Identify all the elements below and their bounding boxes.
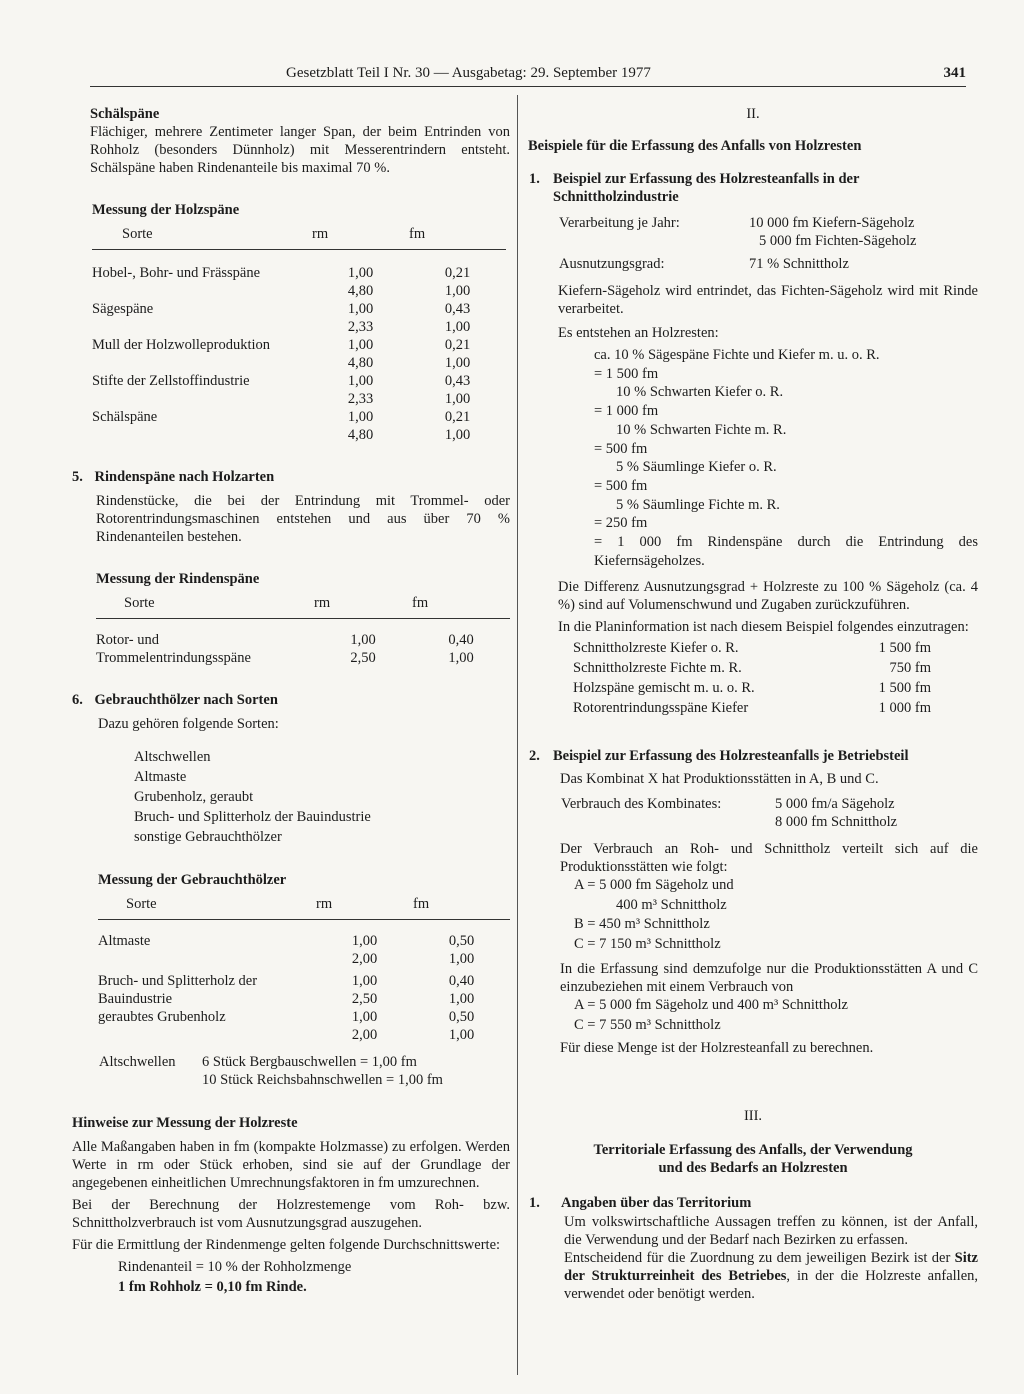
calc-line: = 500 fm bbox=[594, 477, 648, 494]
cell-sorte: Bruch- und Splitterholz der Bauindustrie bbox=[98, 973, 258, 1007]
cell-rm: 1,00 2,00 bbox=[351, 933, 378, 967]
col-header-rm: rm bbox=[312, 225, 409, 250]
dist-line: A = 5 000 fm Sägeholz und bbox=[574, 877, 734, 894]
table-row bbox=[572, 658, 932, 678]
calc-line: 10 % Schwarten Kiefer o. R. bbox=[616, 384, 784, 401]
holzspaene-table bbox=[92, 225, 506, 444]
table-row bbox=[98, 1008, 510, 1044]
table-header-row bbox=[98, 895, 510, 920]
example1-heading bbox=[528, 169, 978, 207]
col-header-fm: fm bbox=[413, 895, 510, 920]
rindenspaene-heading bbox=[72, 468, 510, 486]
section-number: 5. bbox=[72, 469, 83, 485]
col-header-sorte: Sorte bbox=[92, 225, 312, 250]
cell-fm: 0,50 1,00 bbox=[448, 933, 475, 967]
list-item: Bruch- und Splitterholz der Bauindustrie bbox=[134, 809, 371, 825]
ausnutzung-label: Ausnutzungsgrad: bbox=[559, 256, 665, 272]
verbrauch-value: 5 000 fm/a Sägeholz bbox=[775, 796, 895, 813]
section3-subtitle: Angaben über das Territorium bbox=[561, 1195, 752, 1212]
result-block bbox=[560, 996, 978, 1035]
section-number: 1. bbox=[529, 171, 540, 187]
distribution-block bbox=[560, 876, 978, 954]
calc-line: = 1 500 fm bbox=[594, 365, 659, 382]
rindenspaene-measure-title: Messung der Rindenspäne bbox=[96, 571, 260, 587]
cell-fm: 0,40 1,00 bbox=[448, 632, 474, 666]
calc-line: ca. 10 % Sägespäne Fichte und Kiefer m. u. o. R. bbox=[594, 347, 880, 363]
cell-fm: 0,21 1,00 bbox=[444, 265, 471, 299]
section-number: 2. bbox=[529, 748, 540, 765]
entry-value: 750 fm bbox=[889, 660, 931, 677]
holzspaene-title: Messung der Holzspäne bbox=[92, 202, 240, 218]
altschwellen-line: 10 Stück Reichsbahnschwellen = 1,00 fm bbox=[202, 1072, 443, 1088]
section3-title: und des Bedarfs an Holzresten bbox=[658, 1160, 848, 1177]
example2-title: Beispiel zur Erfassung des Holzresteanfalls je Betriebsteil bbox=[553, 748, 909, 765]
col-header-rm: rm bbox=[314, 594, 412, 619]
cell-sorte: Rotor- und Trommelentrindungsspäne bbox=[96, 632, 251, 666]
section3-paragraph bbox=[564, 1249, 978, 1303]
list-item: Grubenholz, geraubt bbox=[134, 789, 254, 805]
calc-line: 5 % Säumlinge Kiefer o. R. bbox=[616, 459, 777, 476]
text-run-bold: Sitz der Strukturreinheit des Betriebes bbox=[564, 1250, 978, 1285]
cell-fm: 0,43 1,00 bbox=[444, 373, 471, 407]
entry-value: 1 500 fm bbox=[878, 640, 931, 657]
ausnutzung-value: 71 % Schnittholz bbox=[749, 256, 849, 272]
hinweise-title: Hinweise zur Messung der Holzreste bbox=[72, 1115, 298, 1131]
rindenspaene-table bbox=[96, 594, 510, 667]
altschwellen-label: Altschwellen bbox=[99, 1054, 176, 1070]
example1-paragraph: In die Planinformation ist nach diesem Beispiel folgendes einzutragen: bbox=[558, 619, 969, 636]
cell-sorte: Stifte der Zellstoffindustrie bbox=[92, 373, 250, 389]
table-row bbox=[92, 408, 506, 444]
section3-subheading bbox=[528, 1193, 752, 1213]
example2-heading bbox=[528, 746, 909, 766]
cell-fm: 0,21 1,00 bbox=[444, 337, 471, 371]
cell-fm: 0,40 1,00 bbox=[448, 973, 475, 1007]
cell-sorte: geraubtes Grubenholz bbox=[98, 1009, 226, 1025]
table-row bbox=[98, 972, 510, 1008]
example2-paragraph: Das Kombinat X hat Produktionsstätten in A, B und C. bbox=[560, 771, 879, 788]
gebrauchtholz-heading bbox=[72, 691, 510, 709]
table-row bbox=[96, 631, 510, 667]
table-row bbox=[572, 638, 932, 658]
text-run: Entscheidend für die Zuordnung zu dem jeweiligen Bezirk ist der bbox=[564, 1250, 955, 1267]
example1-paragraph: Die Differenz Ausnutzungsgrad + Holzreste zu 100 % Sägeholz (ca. 4 %) sind auf Volumenschwund und Zugaben zurückzuführen. bbox=[558, 579, 978, 614]
cell-rm: 1,00 4,80 bbox=[347, 409, 374, 443]
calc-line: 5 % Säumlinge Fichte m. R. bbox=[616, 496, 780, 513]
planinformation-table bbox=[572, 638, 932, 718]
section3-title: Territoriale Erfassung des Anfalls, der Verwendung bbox=[593, 1142, 913, 1159]
table-row bbox=[92, 336, 506, 372]
table-row bbox=[572, 678, 932, 698]
verbrauch-label: Verbrauch des Kombinates: bbox=[561, 796, 722, 813]
cell-sorte: Schälspäne bbox=[92, 409, 158, 425]
section-roman-2: II. bbox=[746, 106, 760, 122]
rindenspaene-text: Rindenstücke, die bei der Entrindung mit Trommel- oder Rotorentrindungsmaschinen entstehen und aus über 70 % Rindenanteilen bestehen. bbox=[96, 493, 510, 545]
page-number: 341 bbox=[943, 65, 966, 81]
hinweise-formula: Rindenanteil = 10 % der Rohholzmenge bbox=[118, 1259, 352, 1275]
cell-sorte: Hobel-, Bohr- und Frässpäne bbox=[92, 265, 261, 281]
cell-fm: 0,43 1,00 bbox=[444, 301, 471, 335]
altschwellen-line: 6 Stück Bergbauschwellen = 1,00 fm bbox=[202, 1054, 417, 1070]
col-header-rm: rm bbox=[316, 895, 413, 920]
gebrauchtholz-list bbox=[72, 747, 510, 847]
altschwellen-block bbox=[98, 1052, 444, 1090]
example1-title: Beispiel zur Erfassung des Holzresteanfalls in der Schnittholzindustrie bbox=[553, 171, 860, 205]
cell-sorte: Sägespäne bbox=[92, 301, 154, 317]
column-divider bbox=[517, 95, 518, 1375]
left-column bbox=[72, 105, 510, 1296]
cell-rm: 1,00 2,50 bbox=[350, 632, 376, 666]
res-line: A = 5 000 fm Sägeholz und 400 m³ Schnittholz bbox=[574, 997, 848, 1014]
entry-label: Rotorentrindungsspäne Kiefer bbox=[573, 700, 749, 717]
gebrauchtholz-intro: Dazu gehören folgende Sorten: bbox=[98, 716, 279, 732]
cell-rm: 1,00 4,80 bbox=[347, 337, 374, 371]
right-column bbox=[528, 105, 978, 1303]
gebrauchtholz-measure-title: Messung der Gebrauchthölzer bbox=[98, 872, 287, 888]
hinweise-formula-bold: 1 fm Rohholz = 0,10 fm Rinde. bbox=[118, 1279, 307, 1295]
text-run: , in der die Holzreste anfallen, verwendet oder benötigt werden. bbox=[564, 1268, 979, 1303]
table-row bbox=[98, 932, 510, 968]
section-number: 6. bbox=[72, 692, 83, 708]
verbrauch-block bbox=[560, 794, 898, 832]
header-title: Gesetzblatt Teil I Nr. 30 — Ausgabetag: 29. September 1977 bbox=[286, 65, 651, 81]
cell-fm: 0,50 1,00 bbox=[448, 1009, 475, 1043]
dist-line: B = 450 m³ Schnittholz bbox=[574, 916, 710, 933]
table-row bbox=[572, 698, 932, 718]
col-header-sorte: Sorte bbox=[98, 895, 316, 920]
calc-line: = 250 fm bbox=[594, 515, 648, 532]
entry-label: Schnittholzreste Kiefer o. R. bbox=[573, 640, 739, 657]
schaelspaene-text: Flächiger, mehrere Zentimeter langer Span, der beim Entrinden von Rohholz (besonders Dünnholz) mit Messerentrindern entsteht. Schälspäne haben Rindenanteile bis maximal 70 %. bbox=[90, 124, 510, 176]
table-header-row bbox=[92, 225, 506, 250]
rindenspaene-title: Rindenspäne nach Holzarten bbox=[94, 469, 275, 485]
cell-rm: 1,00 2,33 bbox=[347, 301, 374, 335]
example1-data bbox=[558, 213, 917, 274]
example1-paragraph: Es entstehen an Holzresten: bbox=[558, 325, 719, 341]
calc-block bbox=[558, 346, 978, 570]
entry-label: Schnittholzreste Fichte m. R. bbox=[573, 660, 742, 677]
entry-label: Holzspäne gemischt m. u. o. R. bbox=[573, 680, 755, 697]
calc-line: 10 % Schwarten Fichte m. R. bbox=[616, 421, 787, 438]
list-item: Altmaste bbox=[134, 769, 187, 785]
gebrauchtholz-title: Gebrauchthölzer nach Sorten bbox=[94, 692, 278, 708]
col-header-fm: fm bbox=[409, 225, 506, 250]
list-item: Altschwellen bbox=[134, 749, 211, 765]
cell-fm: 0,21 1,00 bbox=[444, 409, 471, 443]
example2-paragraph: Der Verbrauch an Roh- und Schnittholz verteilt sich auf die Produktionsstätten wie folgt: bbox=[560, 841, 978, 876]
entry-value: 1 000 fm bbox=[878, 700, 931, 717]
verarbeitung-value: 5 000 fm Fichten-Sägeholz bbox=[759, 233, 917, 249]
hinweise-paragraph: Bei der Berechnung der Holzrestemenge vom Roh- bzw. Schnittholzverbrauch ist vom Ausnutzungsgrad auszugehen. bbox=[72, 1197, 510, 1231]
cell-rm: 1,00 2,33 bbox=[347, 373, 374, 407]
verarbeitung-value: 10 000 fm Kiefern-Sägeholz bbox=[749, 215, 915, 231]
cell-sorte: Altmaste bbox=[98, 933, 151, 949]
example2-paragraph: Für diese Menge ist der Holzresteanfall zu berechnen. bbox=[560, 1040, 874, 1057]
schaelspaene-title: Schälspäne bbox=[90, 106, 160, 122]
entry-value: 1 500 fm bbox=[878, 680, 931, 697]
calc-line: = 500 fm bbox=[594, 440, 648, 457]
calc-line: = 1 000 fm Rindenspäne durch die Entrindung des Kiefernsägeholzes. bbox=[594, 534, 978, 569]
calc-line: = 1 000 fm bbox=[594, 403, 659, 420]
table-row bbox=[92, 372, 506, 408]
col-header-sorte: Sorte bbox=[96, 594, 314, 619]
verarbeitung-label: Verarbeitung je Jahr: bbox=[559, 215, 680, 231]
dist-line: C = 7 150 m³ Schnittholz bbox=[574, 935, 721, 952]
gebrauchtholz-table bbox=[98, 895, 510, 1044]
page-header bbox=[90, 62, 966, 87]
section3-paragraph: Um volkswirtschaftliche Aussagen treffen zu können, ist der Anfall, die Verwendung und der Bedarf nach Bezirken zu erfassen. bbox=[564, 1214, 978, 1249]
cell-rm: 1,00 2,50 bbox=[351, 973, 378, 1007]
cell-rm: 1,00 4,80 bbox=[347, 265, 374, 299]
table-header-row bbox=[96, 594, 510, 619]
table-row bbox=[92, 264, 506, 300]
hinweise-paragraph: Alle Maßangaben haben in fm (kompakte Holzmasse) zu erfolgen. Werden Werte in rm oder Stück erhoben, sind sie auf der Grundlage der angegebenen einheitlichen Umrechnungsfaktoren in fm umzurechnen. bbox=[72, 1139, 510, 1191]
res-line: C = 7 550 m³ Schnittholz bbox=[574, 1016, 721, 1033]
cell-sorte: Mull der Holzwolleproduktion bbox=[92, 337, 271, 353]
example1-paragraph: Kiefern-Sägeholz wird entrindet, das Fichten-Sägeholz wird mit Rinde verarbeitet. bbox=[558, 283, 978, 317]
list-item: sonstige Gebrauchthölzer bbox=[134, 829, 282, 845]
col-header-fm: fm bbox=[412, 594, 510, 619]
verbrauch-value: 8 000 fm Schnittholz bbox=[775, 814, 898, 831]
section-number: 1. bbox=[529, 1195, 540, 1212]
hinweise-paragraph: Für die Ermittlung der Rindenmenge gelten folgende Durchschnittswerte: bbox=[72, 1237, 501, 1253]
section2-title: Beispiele für die Erfassung des Anfalls von Holzresten bbox=[528, 138, 862, 154]
section-roman-3: III. bbox=[743, 1108, 763, 1125]
table-row bbox=[92, 300, 506, 336]
example2-paragraph: In die Erfassung sind demzufolge nur die Produktionsstätten A und C einzubeziehen mit einem Verbrauch von bbox=[560, 961, 978, 996]
cell-rm: 1,00 2,00 bbox=[351, 1009, 378, 1043]
dist-line: 400 m³ Schnittholz bbox=[616, 896, 727, 913]
